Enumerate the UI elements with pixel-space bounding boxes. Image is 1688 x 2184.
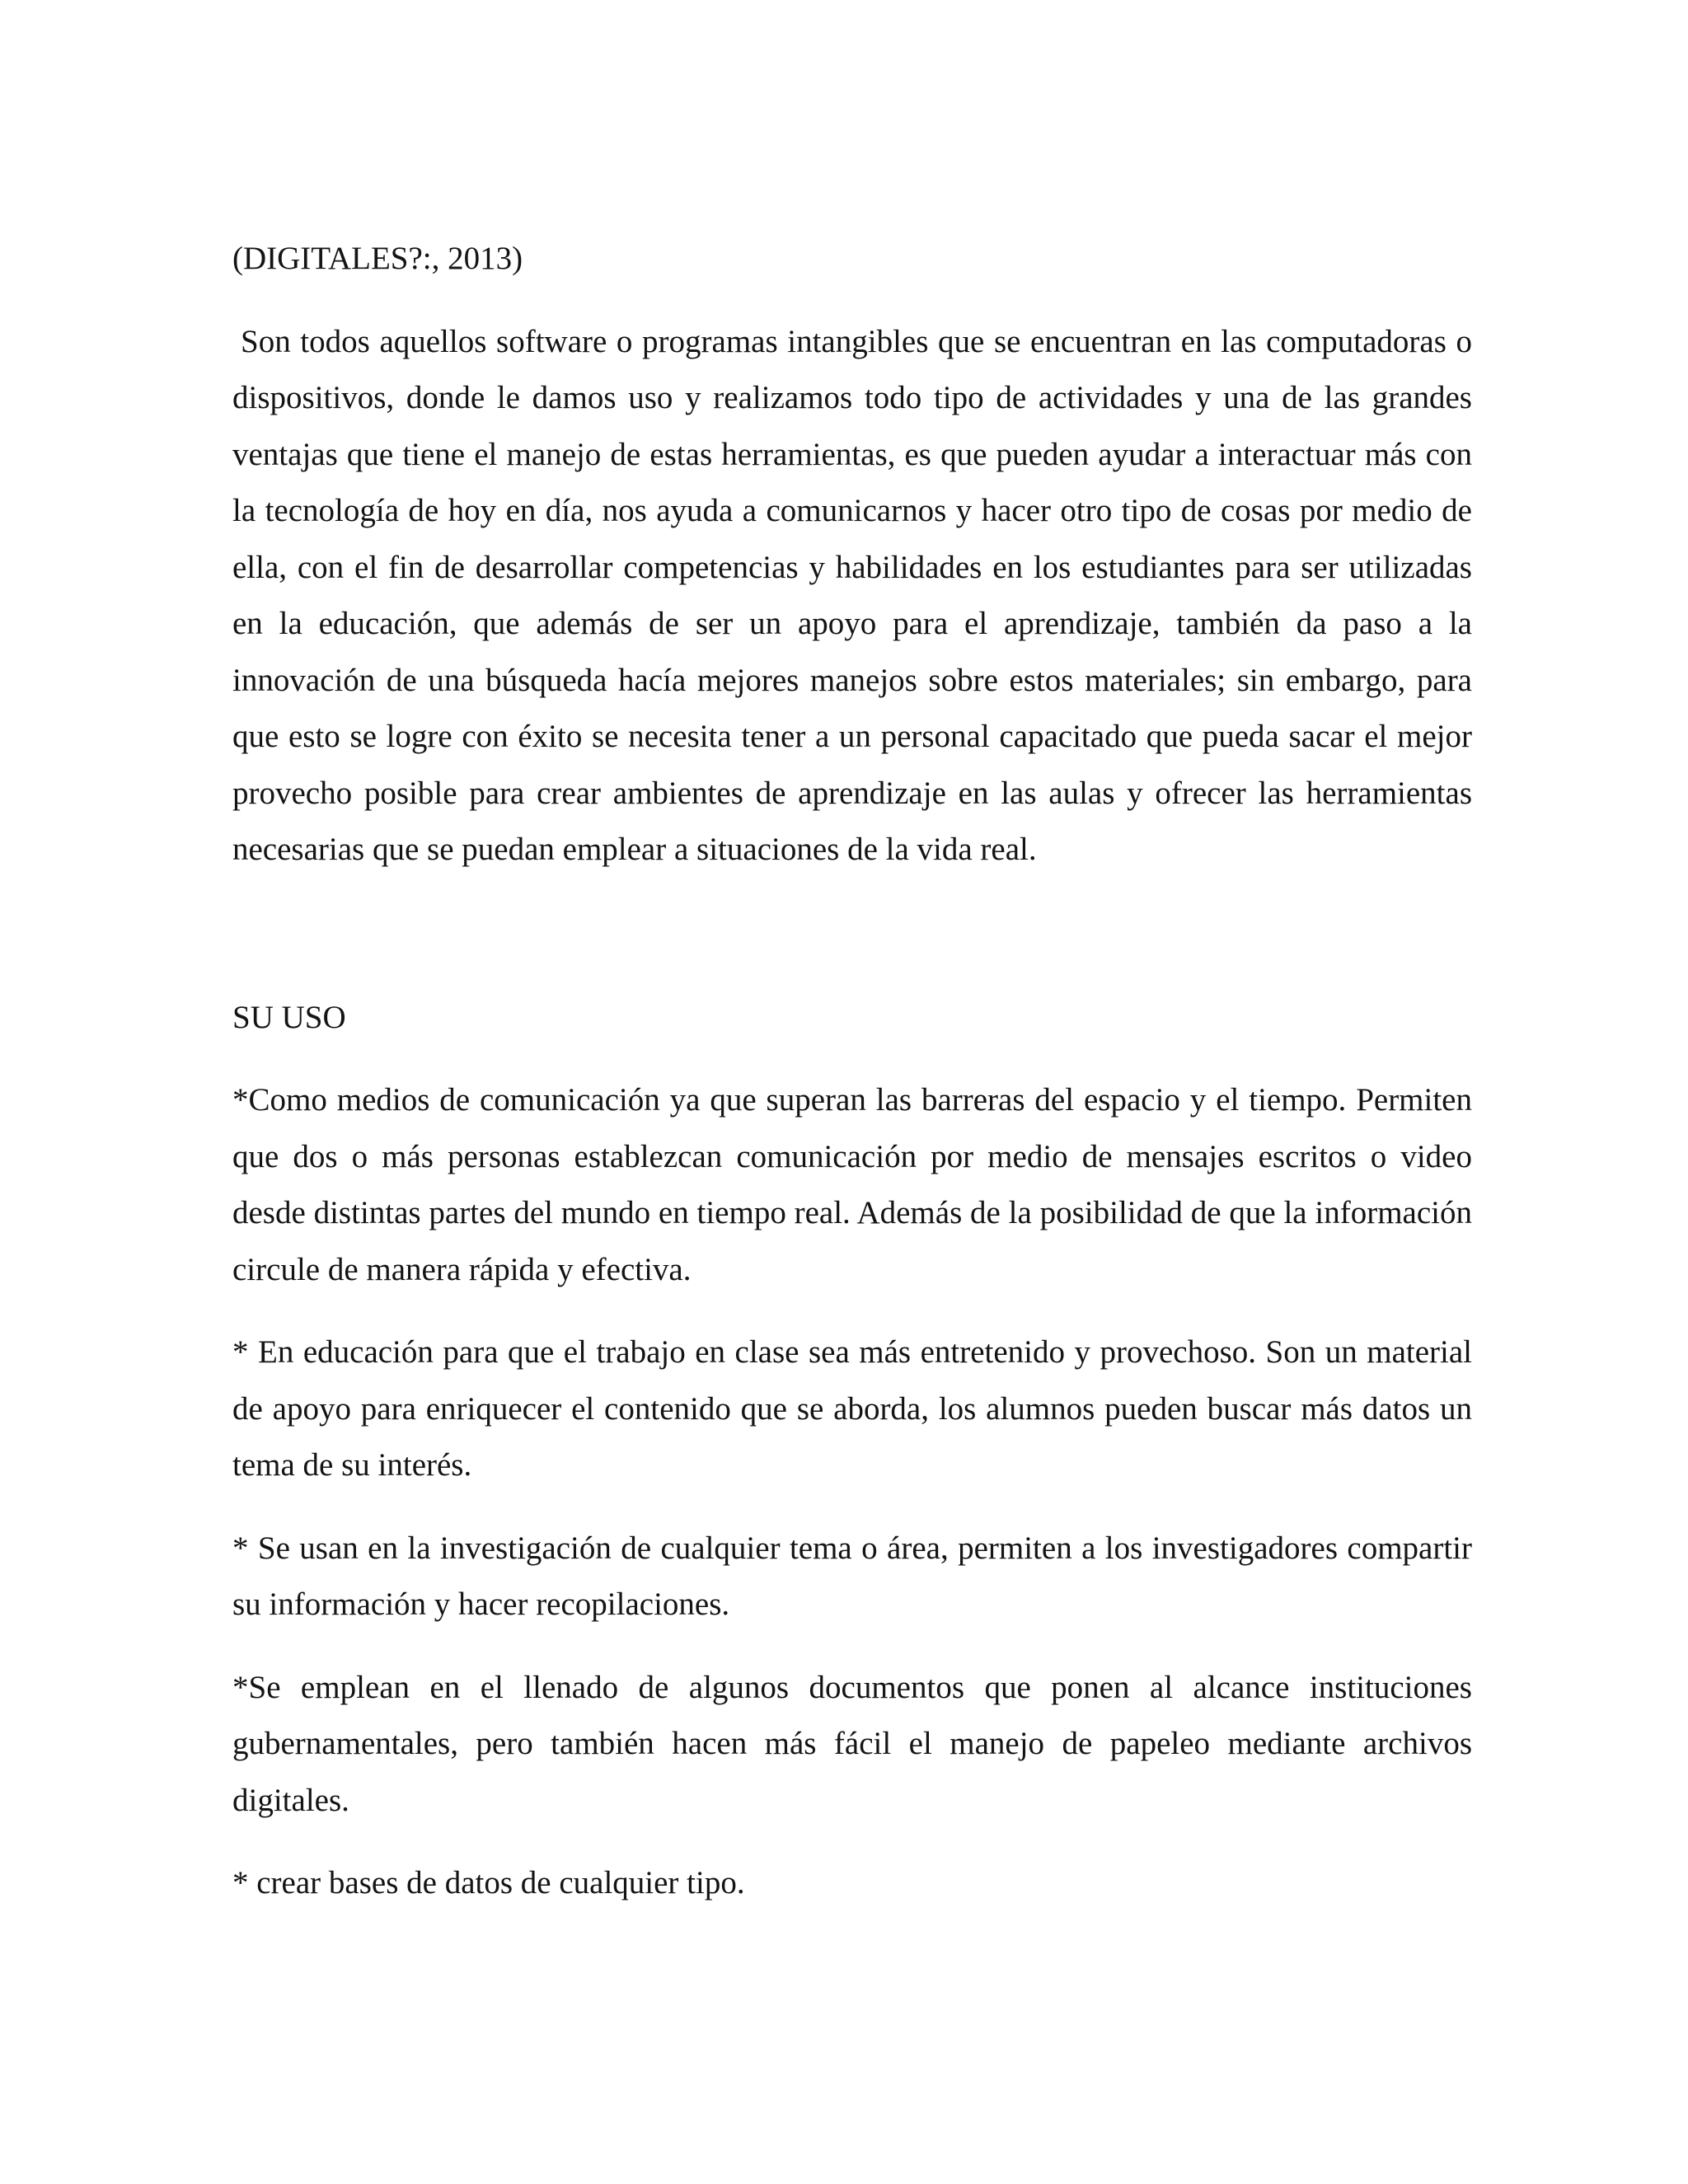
use-item-communication: *Como medios de comunicación ya que superan las barreras del espacio y el tiempo. Permiten que dos o más personas establezcan comunicación por medio de mensajes escritos o video desde distintas partes del mundo en tiempo real. Además de la posibilidad de que la información circule de manera rápida y efectiva. <box>232 1082 1472 1287</box>
document-body <box>232 231 1472 1912</box>
intro-paragraph: Son todos aquellos software o programas intangibles que se encuentran en las computadoras o dispositivos, donde le damos uso y realizamos todo tipo de actividades y una de las grandes ventajas que tiene el manejo de estas herramientas, es que pueden ayudar a interactuar más con la tecnología de hoy en día, nos ayuda a comunicarnos y hacer otro tipo de cosas por medio de ella, con el fin de desarrollar competencias y habilidades en los estudiantes para ser utilizadas en la educación, que además de ser un apoyo para el aprendizaje, también da paso a la innovación de una búsqueda hacía mejores manejos sobre estos materiales; sin embargo, para que esto se logre con éxito se necesita tener a un personal capacitado que pueda sacar el mejor provecho posible para crear ambientes de aprendizaje en las aulas y ofrecer las herramientas necesarias que se puedan emplear a situaciones de la vida real. <box>232 323 1472 867</box>
citation: (DIGITALES?:, 2013) <box>232 241 523 276</box>
section-heading: SU USO <box>232 999 346 1035</box>
use-item-education: * En educación para que el trabajo en clase sea más entretenido y provechoso. Son un material de apoyo para enriquecer el contenido que se aborda, los alumnos pueden buscar más datos un tema de su interés. <box>232 1334 1472 1483</box>
use-item-research: * Se usan en la investigación de cualquier tema o área, permiten a los investigadores compartir su información y hacer recopilaciones. <box>232 1530 1472 1622</box>
use-item-documents: *Se emplean en el llenado de algunos documentos que ponen al alcance instituciones gubernamentales, pero también hacen más fácil el manejo de papeleo mediante archivos digitales. <box>232 1669 1472 1818</box>
use-item-databases: * crear bases de datos de cualquier tipo. <box>232 1865 745 1900</box>
